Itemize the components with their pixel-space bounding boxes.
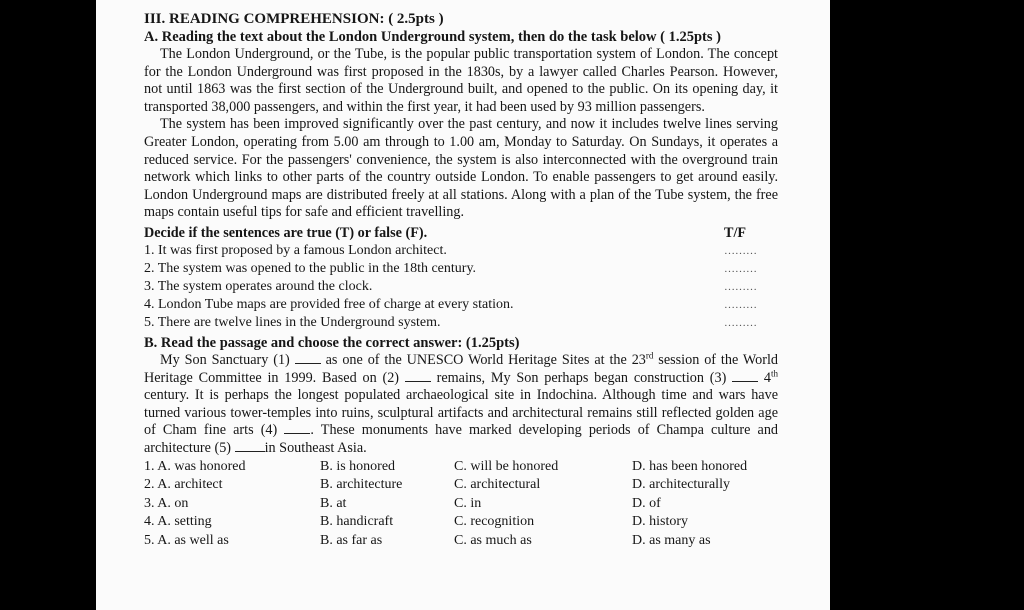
tf-statement: 3. The system operates around the clock.	[144, 278, 373, 294]
tf-column-label: T/F	[724, 224, 747, 241]
option: 5. A. as well as	[144, 532, 229, 548]
paragraph-2: The system has been improved significantly over the past century, and now it includes twelve lines serving Greater London, operating from 5.00 am through to 1.00 am, Monday to Saturday. On Sundays, it operates a reduced service. For the passengers' convenience, the system is also interconnected with the overground train network which links to other parts of the country outside London. To enable passengers to get around easily. London Underground maps are distributed freely at all stations. Along with a plan of the Tube system, the free maps contain useful tips for safe and efficient travelling.	[144, 116, 778, 221]
option: D. architecturally	[632, 477, 730, 492]
option: D. of	[632, 495, 661, 511]
passage-text: . These monuments have marked developing periods of Champa culture and architecture (5)	[144, 422, 779, 456]
option: 3. A. on	[144, 495, 189, 511]
passage-text: in Southeast Asia.	[264, 439, 367, 456]
answer-blank: ………	[724, 280, 757, 293]
answer-blank: ………	[724, 316, 757, 329]
answer-blank: ………	[724, 244, 757, 257]
options-row	[144, 458, 778, 477]
gap-blank	[405, 370, 431, 382]
section-title: III. READING COMPREHENSION: ( 2.5pts )	[144, 11, 444, 27]
option: C. will be honored	[454, 458, 559, 474]
passage-text: remains, My Son perhaps began construction (3)	[436, 369, 727, 386]
option: B. as far as	[320, 532, 383, 548]
option: B. handicraft	[320, 514, 394, 529]
passage-text: century. It is perhaps the longest populated archaeological site in Indochina. Although time and wars have turned various tower-temples into ruins, sculptural artifacts and architectural remains still reflected golden age of Cham fine arts (4)	[144, 387, 778, 439]
option: D. history	[632, 514, 688, 529]
tf-statement-row	[144, 278, 778, 296]
tf-statement: 5. There are twelve lines in the Underground system.	[144, 314, 441, 330]
paragraph-1: The London Underground, or the Tube, is the popular public transportation system of London. The concept for the London Underground was first proposed in the 1830s, by a lawyer called Charles Pearson. However, not until 1863 was the first section of the Underground built, and opened to the public. On its opening day, it transported 38,000 passengers, and within the first year, it had been used by 93 million passengers.	[144, 46, 778, 115]
options-row	[144, 495, 778, 514]
gap-blank	[732, 370, 758, 382]
option: 2. A. architect	[144, 477, 223, 492]
option: B. architecture	[320, 477, 403, 492]
option: C. recognition	[454, 514, 535, 529]
tf-statement-row	[144, 296, 778, 314]
option: 1. A. was honored	[144, 458, 246, 474]
option: B. at	[320, 495, 347, 511]
tf-statement: 2. The system was opened to the public in the 18th century.	[144, 260, 477, 276]
option: D. has been honored	[632, 458, 748, 474]
tf-statement: 1. It was first proposed by a famous London architect.	[144, 242, 447, 258]
superscript: rd	[645, 350, 654, 361]
passage-text: 4	[763, 369, 771, 386]
options-row	[144, 532, 778, 551]
tf-statement-row	[144, 242, 778, 260]
passage-text: My Son Sanctuary (1)	[160, 351, 290, 368]
answer-blank: ………	[724, 262, 757, 275]
options-row	[144, 513, 778, 532]
option: B. is honored	[320, 458, 396, 474]
option: C. as much as	[454, 532, 532, 548]
task-instruction: Decide if the sentences are true (T) or false (F).	[144, 224, 428, 241]
option: C. in	[454, 495, 482, 511]
passage-text: session of the World Heritage Committee in 1999. Based on (2)	[144, 351, 779, 386]
passage-text: as one of the UNESCO World Heritage Sites at the 23	[325, 351, 646, 368]
tf-statement-row	[144, 260, 778, 278]
superscript: th	[770, 367, 778, 378]
gap-blank	[284, 422, 310, 434]
option: 4. A. setting	[144, 514, 212, 529]
worksheet-page	[96, 0, 830, 610]
tf-task-header	[144, 224, 778, 242]
gap-blank	[235, 440, 265, 452]
answer-blank: ………	[724, 298, 757, 311]
option: C. architectural	[454, 477, 541, 492]
option: D. as many as	[632, 532, 711, 548]
worksheet-content	[144, 6, 778, 550]
gap-blank	[295, 352, 321, 364]
part-b-heading: B. Read the passage and choose the correct answer: (1.25pts)	[144, 334, 520, 351]
tf-statement-row	[144, 314, 778, 332]
cloze-passage	[144, 352, 778, 458]
options-row	[144, 476, 778, 495]
part-a-heading: A. Reading the text about the London Underground system, then do the task below ( 1.25pts )	[144, 29, 721, 45]
tf-statement: 4. London Tube maps are provided free of charge at every station.	[144, 296, 514, 312]
